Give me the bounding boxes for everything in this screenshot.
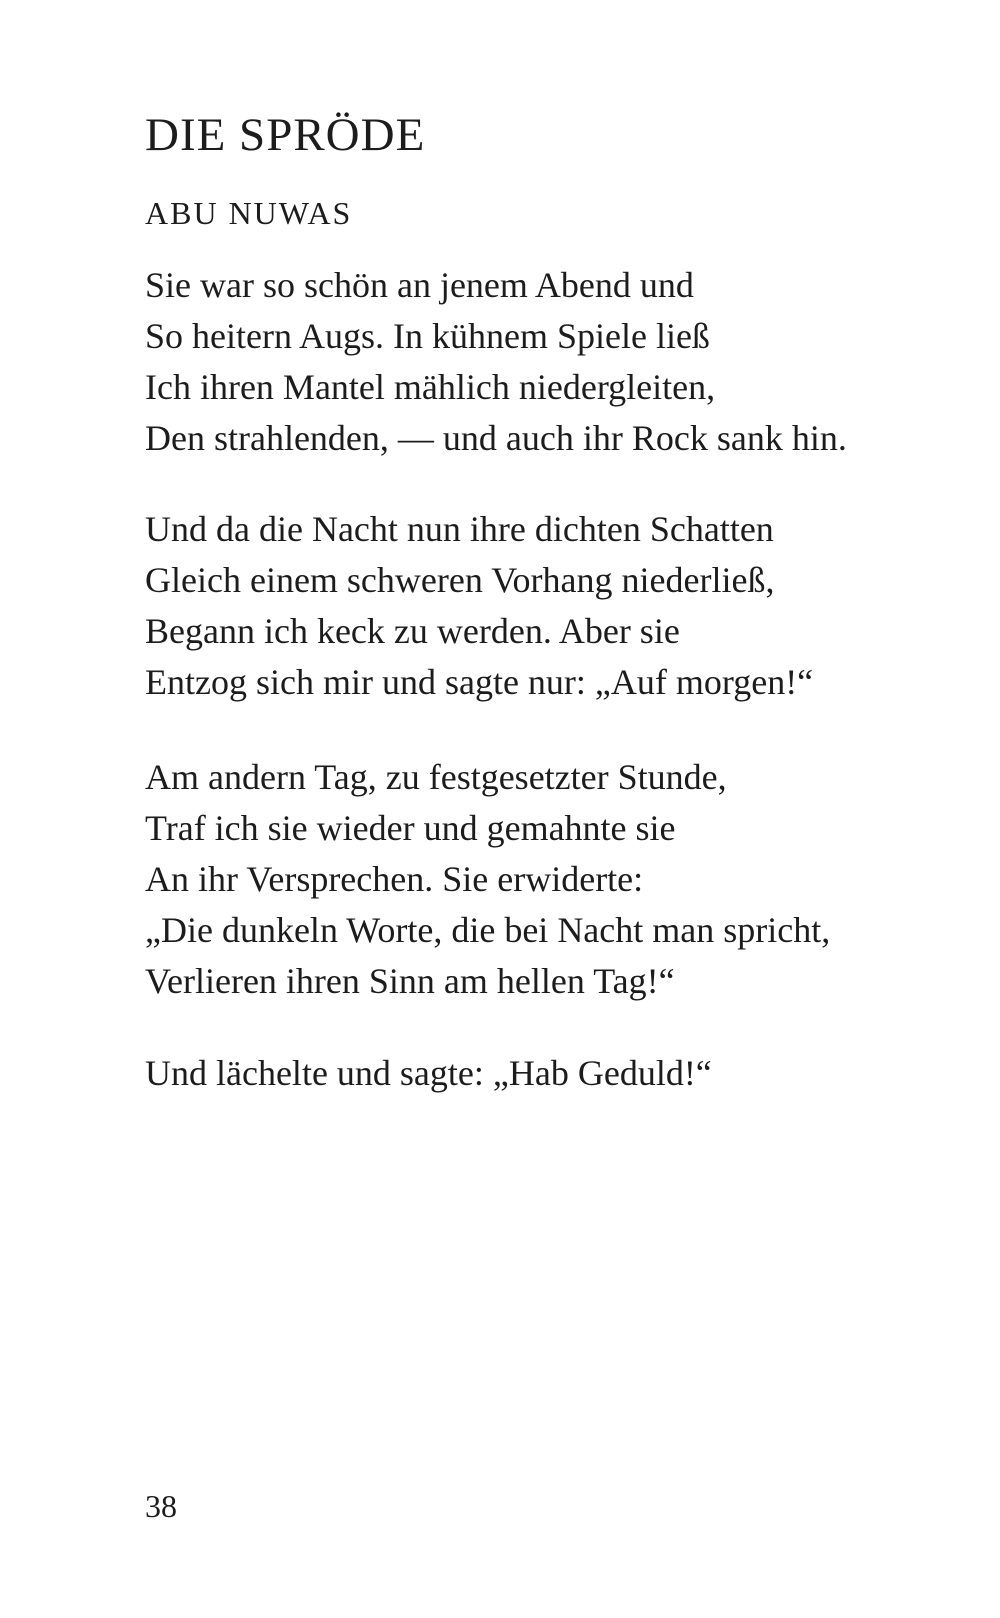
poem-line: Traf ich sie wieder und gemahnte sie: [145, 808, 676, 848]
poem-line: Am andern Tag, zu festgesetzter Stunde,: [145, 757, 727, 797]
poem-line: An ihr Versprechen. Sie erwiderte:: [145, 859, 644, 899]
poem-title: DIE SPRÖDE: [145, 109, 426, 161]
poem-line: Und da die Nacht nun ihre dichten Schatten: [145, 509, 774, 549]
poem-line: Gleich einem schweren Vorhang niederließ,: [145, 560, 775, 600]
poem-line: Ich ihren Mantel mählich niedergleiten,: [145, 367, 716, 407]
page-number: 38: [145, 1488, 177, 1524]
poem-line: Entzog sich mir und sagte nur: „Auf morgen!“: [145, 662, 814, 702]
poem-line: So heitern Augs. In kühnem Spiele ließ: [145, 316, 710, 356]
poem-line: Sie war so schön an jenem Abend und: [145, 265, 694, 305]
poem-author: ABU NUWAS: [145, 195, 353, 231]
stanza-2: [145, 504, 813, 708]
poem-line: Begann ich keck zu werden. Aber sie: [145, 611, 680, 651]
stanza-1: [145, 260, 847, 464]
poem-line: Und lächelte und sagte: „Hab Geduld!“: [145, 1053, 712, 1093]
poem-line: Verlieren ihren Sinn am hellen Tag!“: [145, 961, 675, 1001]
poem-line: „Die dunkeln Worte, die bei Nacht man spricht,: [145, 910, 831, 950]
stanza-3: [145, 752, 830, 1007]
poem-line: Den strahlenden, — und auch ihr Rock sank hin.: [145, 418, 847, 458]
stanza-4: [145, 1048, 712, 1099]
